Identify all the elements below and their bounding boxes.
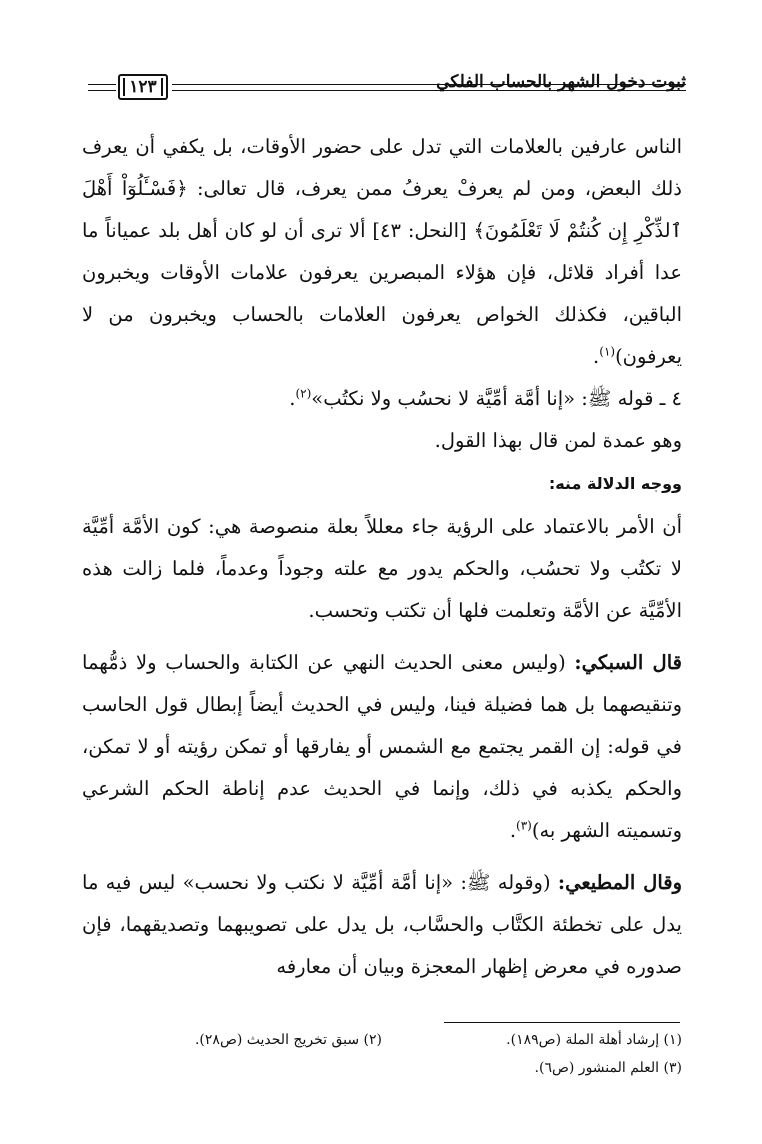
paragraph-mutii-text: (وقوله ﷺ: «إنا أمَّة أمِّيَّة لا نكتب ولا نحسب» ليس فيه ما يدل على تخطئة الكتَّاب والحسَّاب، بل يدل على تصويبهما وتصديقهما، فإن صدوره في معرض إظهار المعجزة وبيان أن معارفه xyxy=(82,871,682,978)
footnote-3: (٣) العلم المنشور (ص٦). xyxy=(534,1060,682,1076)
speaker-subki: قال السبكي: xyxy=(574,651,682,674)
paragraph-1-text: الناس عارفين بالعلامات التي تدل على حضور الأوقات، بل يكفي أن يعرف ذلك البعض، ومن لم يعرفْ يعرفُ ممن يعرف، قال تعالى: ﴿فَسْـَٔلُوٓاْ أَهْلَ ٱلذِّكْرِ إِن كُنتُمْ لَا تَعْلَمُونَ﴾ [النحل: ٤٣] ألا ترى أن لو كان أهل بلد عمياناً ما عدا أفراد قلائل، فإن هؤلاء المبصرين يعرفون علامات الأوقات ويخبرون الباقين، فكذلك الخواص يعرفون العلامات بالحساب ويخبرون من لا يعرفون) xyxy=(82,135,682,368)
paragraph-subki-text: (وليس معنى الحديث النهي عن الكتابة والحساب ولا ذمُّهما وتنقيصهما بل هما فضيلة فينا، وليس في الحديث أيضاً إبطال قول الحاسب في قوله: إن القمر يجتمع مع الشمس أو يفارقها أو تمكن رؤيته أو لا تمكن، والحكم يكذبه في ذلك، وإنما في الحديث عدم إناطة الحكم الشرعي وتسميته الشهر به) xyxy=(82,651,682,842)
item-4: ٤ ـ قوله ﷺ: «إنا أمَّة أمِّيَّة لا نحسُب ولا نكتُب»$^{(٢)}$. xyxy=(289,386,682,410)
paragraph-1: الناس عارفين بالعلامات التي تدل على حضور الأوقات، بل يكفي أن يعرف ذلك البعض، ومن لم يعرفْ يعرفُ ممن يعرف، قال تعالى: ﴿فَسْـَٔلُوٓاْ أَهْلَ ٱلذِّكْرِ إِن كُنتُمْ لَا تَعْلَمُونَ﴾ [النحل: ٤٣] ألا ترى أن لو كان أهل بلد عمياناً ما عدا أفراد قلائل، فإن هؤلاء المبصرين يعرفون علامات الأوقات ويخبرون الباقين، فكذلك الخواص يعرفون العلامات بالحساب ويخبرون من لا يعرفون)$^{(١)}$. xyxy=(82,135,682,368)
paragraph-2: أن الأمر بالاعتماد على الرؤية جاء معللاً بعلة منصوصة هي: كون الأمَّة أمِّيَّة لا تكتُب ولا تحسُب، والحكم يدور مع علته وجوداً وعدماً، فلما زالت هذه الأمِّيَّة عن الأمَّة وتعلمت فلها أن تكتب وتحسب. xyxy=(82,515,682,622)
header-rule-left xyxy=(88,84,116,91)
section-heading: ووجه الدلالة منه: xyxy=(548,474,682,493)
page-number: ١٢٣ xyxy=(118,74,168,100)
footnote-2: (٢) سبق تخريج الحديث (ص٢٨). xyxy=(194,1032,382,1048)
footnote-ref-2: (٢) xyxy=(295,386,312,401)
footnote-separator xyxy=(444,1022,680,1023)
paragraph-subki: قال السبكي: (وليس معنى الحديث النهي عن الكتابة والحساب ولا ذمُّهما وتنقيصهما بل هما فضيلة فينا، وليس في الحديث أيضاً إبطال قول الحاسب في قوله: إن القمر يجتمع مع الشمس أو يفارقها أو تمكن رؤيته أو لا تمكن، والحكم يكذبه في ذلك، وإنما في الحديث عدم إناطة الحكم الشرعي وتسميته الشهر به)$^{(٣)}$. xyxy=(82,651,682,842)
speaker-mutii: وقال المطيعي: xyxy=(557,871,682,894)
footnotes xyxy=(82,1026,682,1082)
item-4-hadith: ٤ ـ قوله ﷺ: «إنا أمَّة أمِّيَّة لا نحسُب ولا نكتُب» xyxy=(311,387,682,410)
body-text xyxy=(82,126,682,988)
page-header xyxy=(88,68,686,116)
footnote-1: (١) إرشاد أهلة الملة (ص١٨٩). xyxy=(506,1032,682,1048)
item-4-comment: وهو عمدة لمن قال بهذا القول. xyxy=(434,429,682,452)
paragraph-mutii xyxy=(82,862,682,988)
footnote-ref-1: (١) xyxy=(599,344,616,359)
running-title: ثبوت دخول الشهر بالحساب الفلكي xyxy=(436,72,686,92)
footnote-ref-3: (٣) xyxy=(516,818,532,833)
